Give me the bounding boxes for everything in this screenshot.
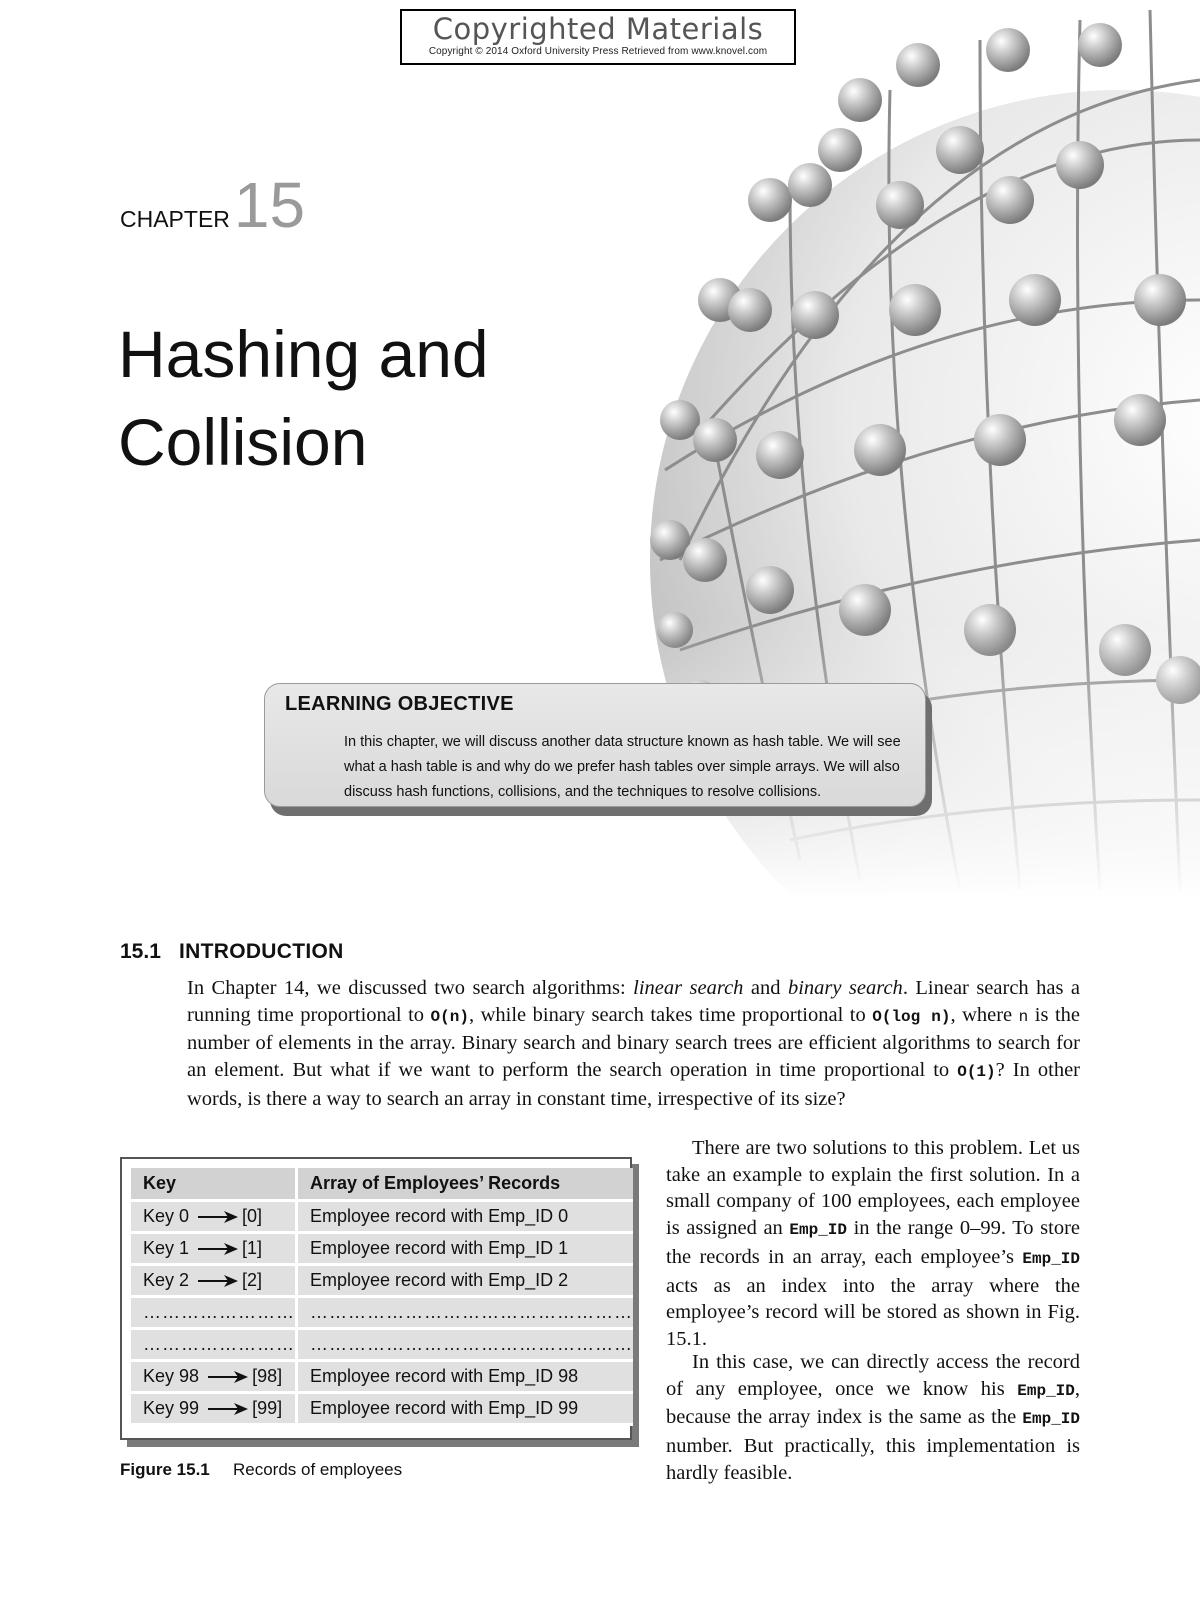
- chapter-title-line1: Hashing and: [118, 317, 489, 391]
- table-row: [131, 1266, 633, 1298]
- binary-search-term: binary search: [787, 977, 903, 999]
- header-records: Array of Employees’ Records: [298, 1168, 633, 1202]
- header-key: Key: [131, 1168, 298, 1202]
- record-cell: Employee record with Emp_ID 1: [298, 1234, 633, 1266]
- record-cell: Employee record with Emp_ID 98: [298, 1362, 633, 1394]
- arrow-right-icon: [194, 1274, 242, 1288]
- table-header-row: [131, 1168, 633, 1202]
- learning-objective-heading: LEARNING OBJECTIVE: [285, 693, 514, 715]
- record-cell: Employee record with Emp_ID 99: [298, 1394, 633, 1426]
- key-cell: Key 2 [2]: [131, 1266, 298, 1298]
- employee-records-table: [131, 1168, 633, 1426]
- emp-id-code: Emp_ID: [789, 1221, 847, 1240]
- table-row: [131, 1298, 633, 1330]
- arrow-right-icon: [194, 1210, 242, 1224]
- key-cell: Key 98 [98]: [131, 1362, 298, 1394]
- ellipsis-cell: ……………………………………………: [298, 1298, 633, 1330]
- section-number: 15.1: [120, 940, 161, 963]
- chapter-number: 15: [233, 169, 306, 241]
- emp-id-code: Emp_ID: [1022, 1410, 1080, 1429]
- banner-title: Copyrighted Materials: [432, 12, 764, 46]
- chapter-heading: [120, 168, 305, 242]
- chapter-label: CHAPTER: [120, 206, 230, 232]
- ellipsis-cell: ……………………………………………: [298, 1330, 633, 1362]
- emp-id-code: Emp_ID: [1022, 1249, 1080, 1268]
- variable-n: n: [1018, 1007, 1029, 1026]
- table-row: [131, 1202, 633, 1234]
- intro-paragraph: In Chapter 14, we discussed two search algorithms: linear search and binary search. Linear search has a running time proportional to O(n), while binary search takes time proportional to O(log n), where n is the number of elements in the array. Binary search and binary search trees are efficient algorithms to search for an element. But what if we want to perform the search operation in time proportional to O(1)? In other words, is there a way to search an array in constant time, irrespective of its size?: [187, 977, 1081, 1110]
- table-row: [131, 1394, 633, 1426]
- chapter-title-line2: Collision: [118, 405, 368, 479]
- solutions-paragraph: There are two solutions to this problem. Let us take an example to explain the first solution. In a small company of 100 employees, each employee is assigned an Emp_ID in the range 0–99. To store the records in an array, each employee’s Emp_ID acts as an index into the array where the employee’s record will be stored as shown in Fig. 15.1.: [666, 1137, 1080, 1350]
- ellipsis-cell: ……………………: [131, 1298, 298, 1330]
- big-o-n: O(n): [430, 1007, 469, 1026]
- key-cell: Key 1 [1]: [131, 1234, 298, 1266]
- table-row: [131, 1234, 633, 1266]
- section-title: INTRODUCTION: [179, 940, 344, 963]
- key-cell: Key 99 [99]: [131, 1394, 298, 1426]
- learning-objective-text: In this chapter, we will discuss another data structure known as hash table. We will see what a hash table is and why do we prefer hash tables over simple arrays. We will also discuss hash functions, collisions, and the techniques to resolve collisions.: [344, 734, 901, 800]
- banner-subtitle: Copyright © 2014 Oxford University Press Retrieved from www.knovel.com: [428, 46, 768, 57]
- big-o-1: O(1): [957, 1063, 996, 1082]
- chapter-title: [118, 310, 598, 486]
- arrow-right-icon: [194, 1242, 242, 1256]
- figure-caption-text: Records of employees: [233, 1460, 403, 1479]
- emp-id-code: Emp_ID: [1017, 1381, 1075, 1400]
- figure-caption-label: Figure 15.1: [120, 1460, 210, 1479]
- big-o-log-n: O(log n): [872, 1007, 951, 1026]
- key-cell: Key 0 [0]: [131, 1202, 298, 1234]
- arrow-right-icon: [204, 1370, 252, 1384]
- table-row: [131, 1362, 633, 1394]
- ellipsis-cell: ……………………: [131, 1330, 298, 1362]
- table-row: [131, 1330, 633, 1362]
- record-cell: Employee record with Emp_ID 0: [298, 1202, 633, 1234]
- arrow-right-icon: [204, 1402, 252, 1416]
- linear-search-term: linear search: [633, 977, 744, 999]
- direct-access-paragraph: In this case, we can directly access the record of any employee, once we know his Emp_ID, because the array index is the same as the Emp_ID number. But practically, this implementation is hardly feasible.: [666, 1351, 1080, 1484]
- record-cell: Employee record with Emp_ID 2: [298, 1266, 633, 1298]
